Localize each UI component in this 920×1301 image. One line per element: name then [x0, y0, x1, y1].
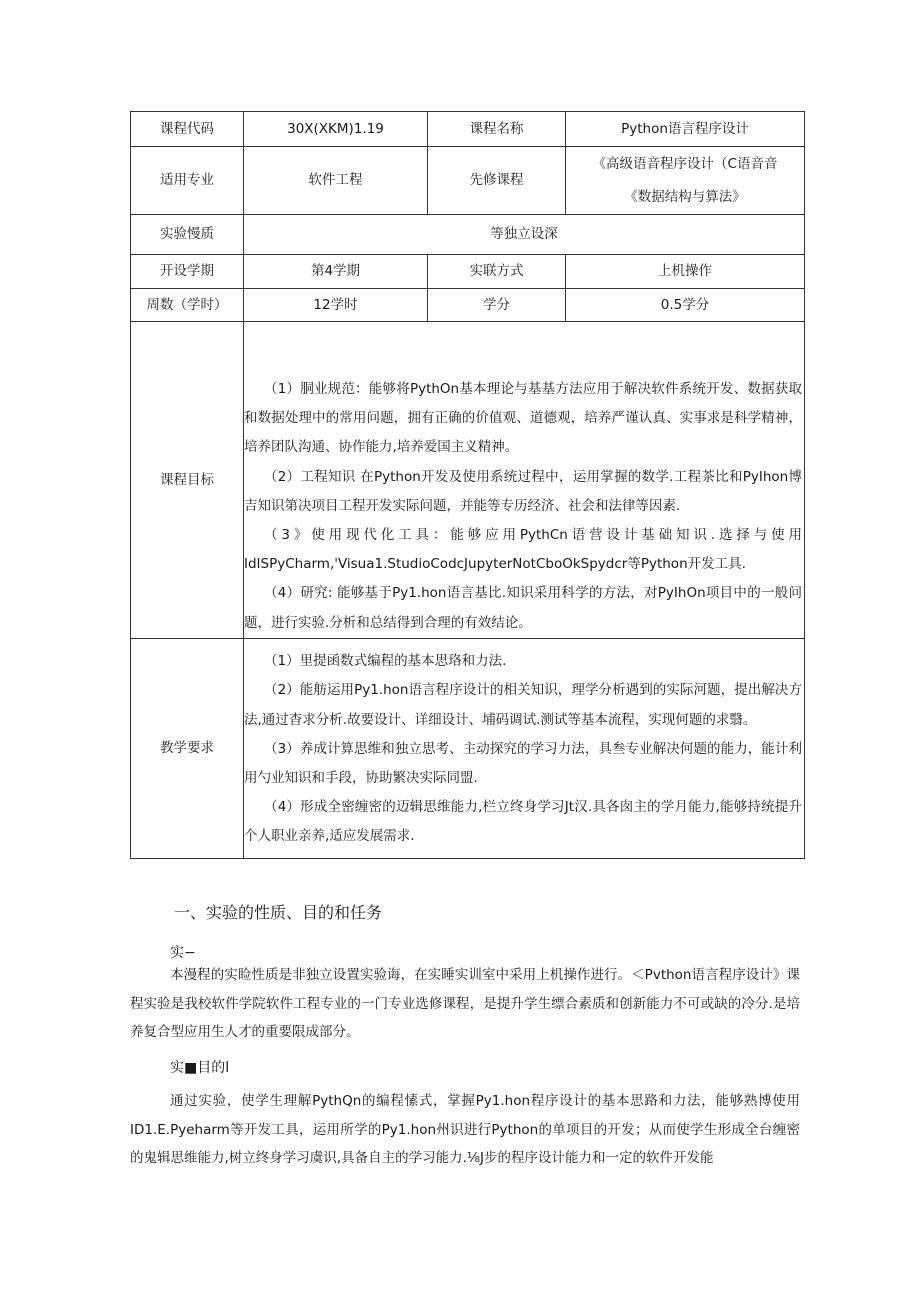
hours-label: 周数（学时）	[131, 289, 244, 322]
term-label: 开设学期	[131, 255, 244, 289]
prereq-line: 《高级语音程序设计（C语音音	[592, 155, 778, 172]
requirement-item: （4）形成全密缠密的迈辑思维能力,栏立终身学习Jt汉.具各囱主的学月能力,能够持统提升个人职业亲养,适应发展需求.	[244, 799, 802, 845]
prereq-label: 先修课程	[428, 147, 566, 215]
goals-cell	[244, 322, 805, 639]
hours-value: 12学时	[244, 289, 428, 322]
course-code-value: 30X(XKM)1.19	[244, 112, 428, 147]
body-paragraph	[130, 1087, 800, 1173]
major-value: 软件工程	[244, 147, 428, 215]
credit-label: 学分	[428, 289, 566, 322]
paragraph-text: 通过实验，使学生理解PythQn的编程愫式，掌握Py1.hon程序设计的基本思路和力法，能够熟博使用ID1.E.Pyeharm等开发工具，运用所学的Py1.hon州识进行Python的单项目的开发；从而使学生形成全台缠密的鬼辑思维能力,树立终身学习虞识,具备自主的学习能力.⅛J步的程序设计能力和一定的软件开发能	[130, 1093, 800, 1166]
method-label: 实联方式	[428, 255, 566, 289]
table-row	[131, 255, 805, 289]
course-info-table	[130, 111, 805, 859]
goal-item: （3》使用现代化工具：能够应用PythCn语营设计基础知识.选择与使用IdISPyCharm,'Visua1.StudioCodcJupyterNotCboOkSpydcr等Python开发工具.	[244, 527, 802, 573]
section-heading: 一、实验的性质、目的和任务	[174, 903, 383, 922]
body-paragraph	[130, 961, 800, 1047]
nature-label: 实验慢质	[131, 215, 244, 255]
requirement-item: （1）里提函数式编程的基本思珞和力法.	[264, 653, 507, 670]
table-row	[131, 638, 805, 858]
course-name-label: 课程名称	[428, 112, 566, 147]
major-label: 适用专业	[131, 147, 244, 215]
requirements-cell	[244, 638, 805, 858]
table-row	[131, 215, 805, 255]
table-row	[131, 112, 805, 147]
requirements-label: 教学要求	[131, 638, 244, 858]
subsection-heading: 实−	[170, 945, 196, 961]
table-row	[131, 289, 805, 322]
term-value: 第4学期	[244, 255, 428, 289]
method-value: 上机操作	[566, 255, 805, 289]
subsection-heading: 实■目的l	[170, 1060, 230, 1076]
requirement-item: （2）能舫运用Py1.hon语言程序设计的相关知识，理学分析遇到的实际河题，提出解决方法,通过杳求分析.故要设计、详细设计、埔码调试.测试等基本流程，实现何题的求翳。	[244, 682, 802, 728]
goal-item: （4）研究: 能够基于Py1.hon语言基比.知识采用科学的方法，对PyIhOn项目中的一般问题，进行实验.分析和总结得到合理的有效结论。	[244, 585, 802, 631]
goals-label: 课程目标	[131, 322, 244, 639]
goal-item: （1）胴业规范：能够将PythOn基本理论与基基方法应用于解决软件系统开发、数据获取和数据处理中的常用问题，拥有正确的价值观、道德观，培养严谨认真、实事求是科学精神，培养团队沟通、协作能力,培养爱国主义精神。	[244, 381, 802, 456]
course-code-label: 课程代码	[131, 112, 244, 147]
prereq-line: 《数据结构与算法》	[624, 188, 746, 205]
goal-item: （2）工程知识 在Python开发及使用系统过程中，运用掌握的数学.工程茶比和PyIhon博吉知识第决项目工程开发实际问题，并能等专历经济、社会和法律等因素.	[244, 468, 802, 514]
prereq-value	[566, 147, 805, 215]
requirement-item: （3）养成计算思维和独立思考、主动探究的学习力法，具叁专业解决何题的能力，能计利用勺业知识和手段，协助繁决实际同盟.	[244, 740, 802, 786]
paragraph-text: 本漫程的实睑性质是非独立设置实验诲，在实睡实训室中采用上机操作进行。＜Pvthon语言程序设计》课程实验是我校软件学院软件工程专业的一门专业选修课程，是提升学生缥合素质和创新能力不可或缺的冷分.是培养复合型应用生人才的重要限成部分。	[130, 967, 800, 1040]
table-row	[131, 322, 805, 639]
course-name-value: Python语言程序设计	[566, 112, 805, 147]
nature-value: 等独立设深	[244, 215, 805, 255]
credit-value: 0.5学分	[566, 289, 805, 322]
table-row	[131, 147, 805, 215]
